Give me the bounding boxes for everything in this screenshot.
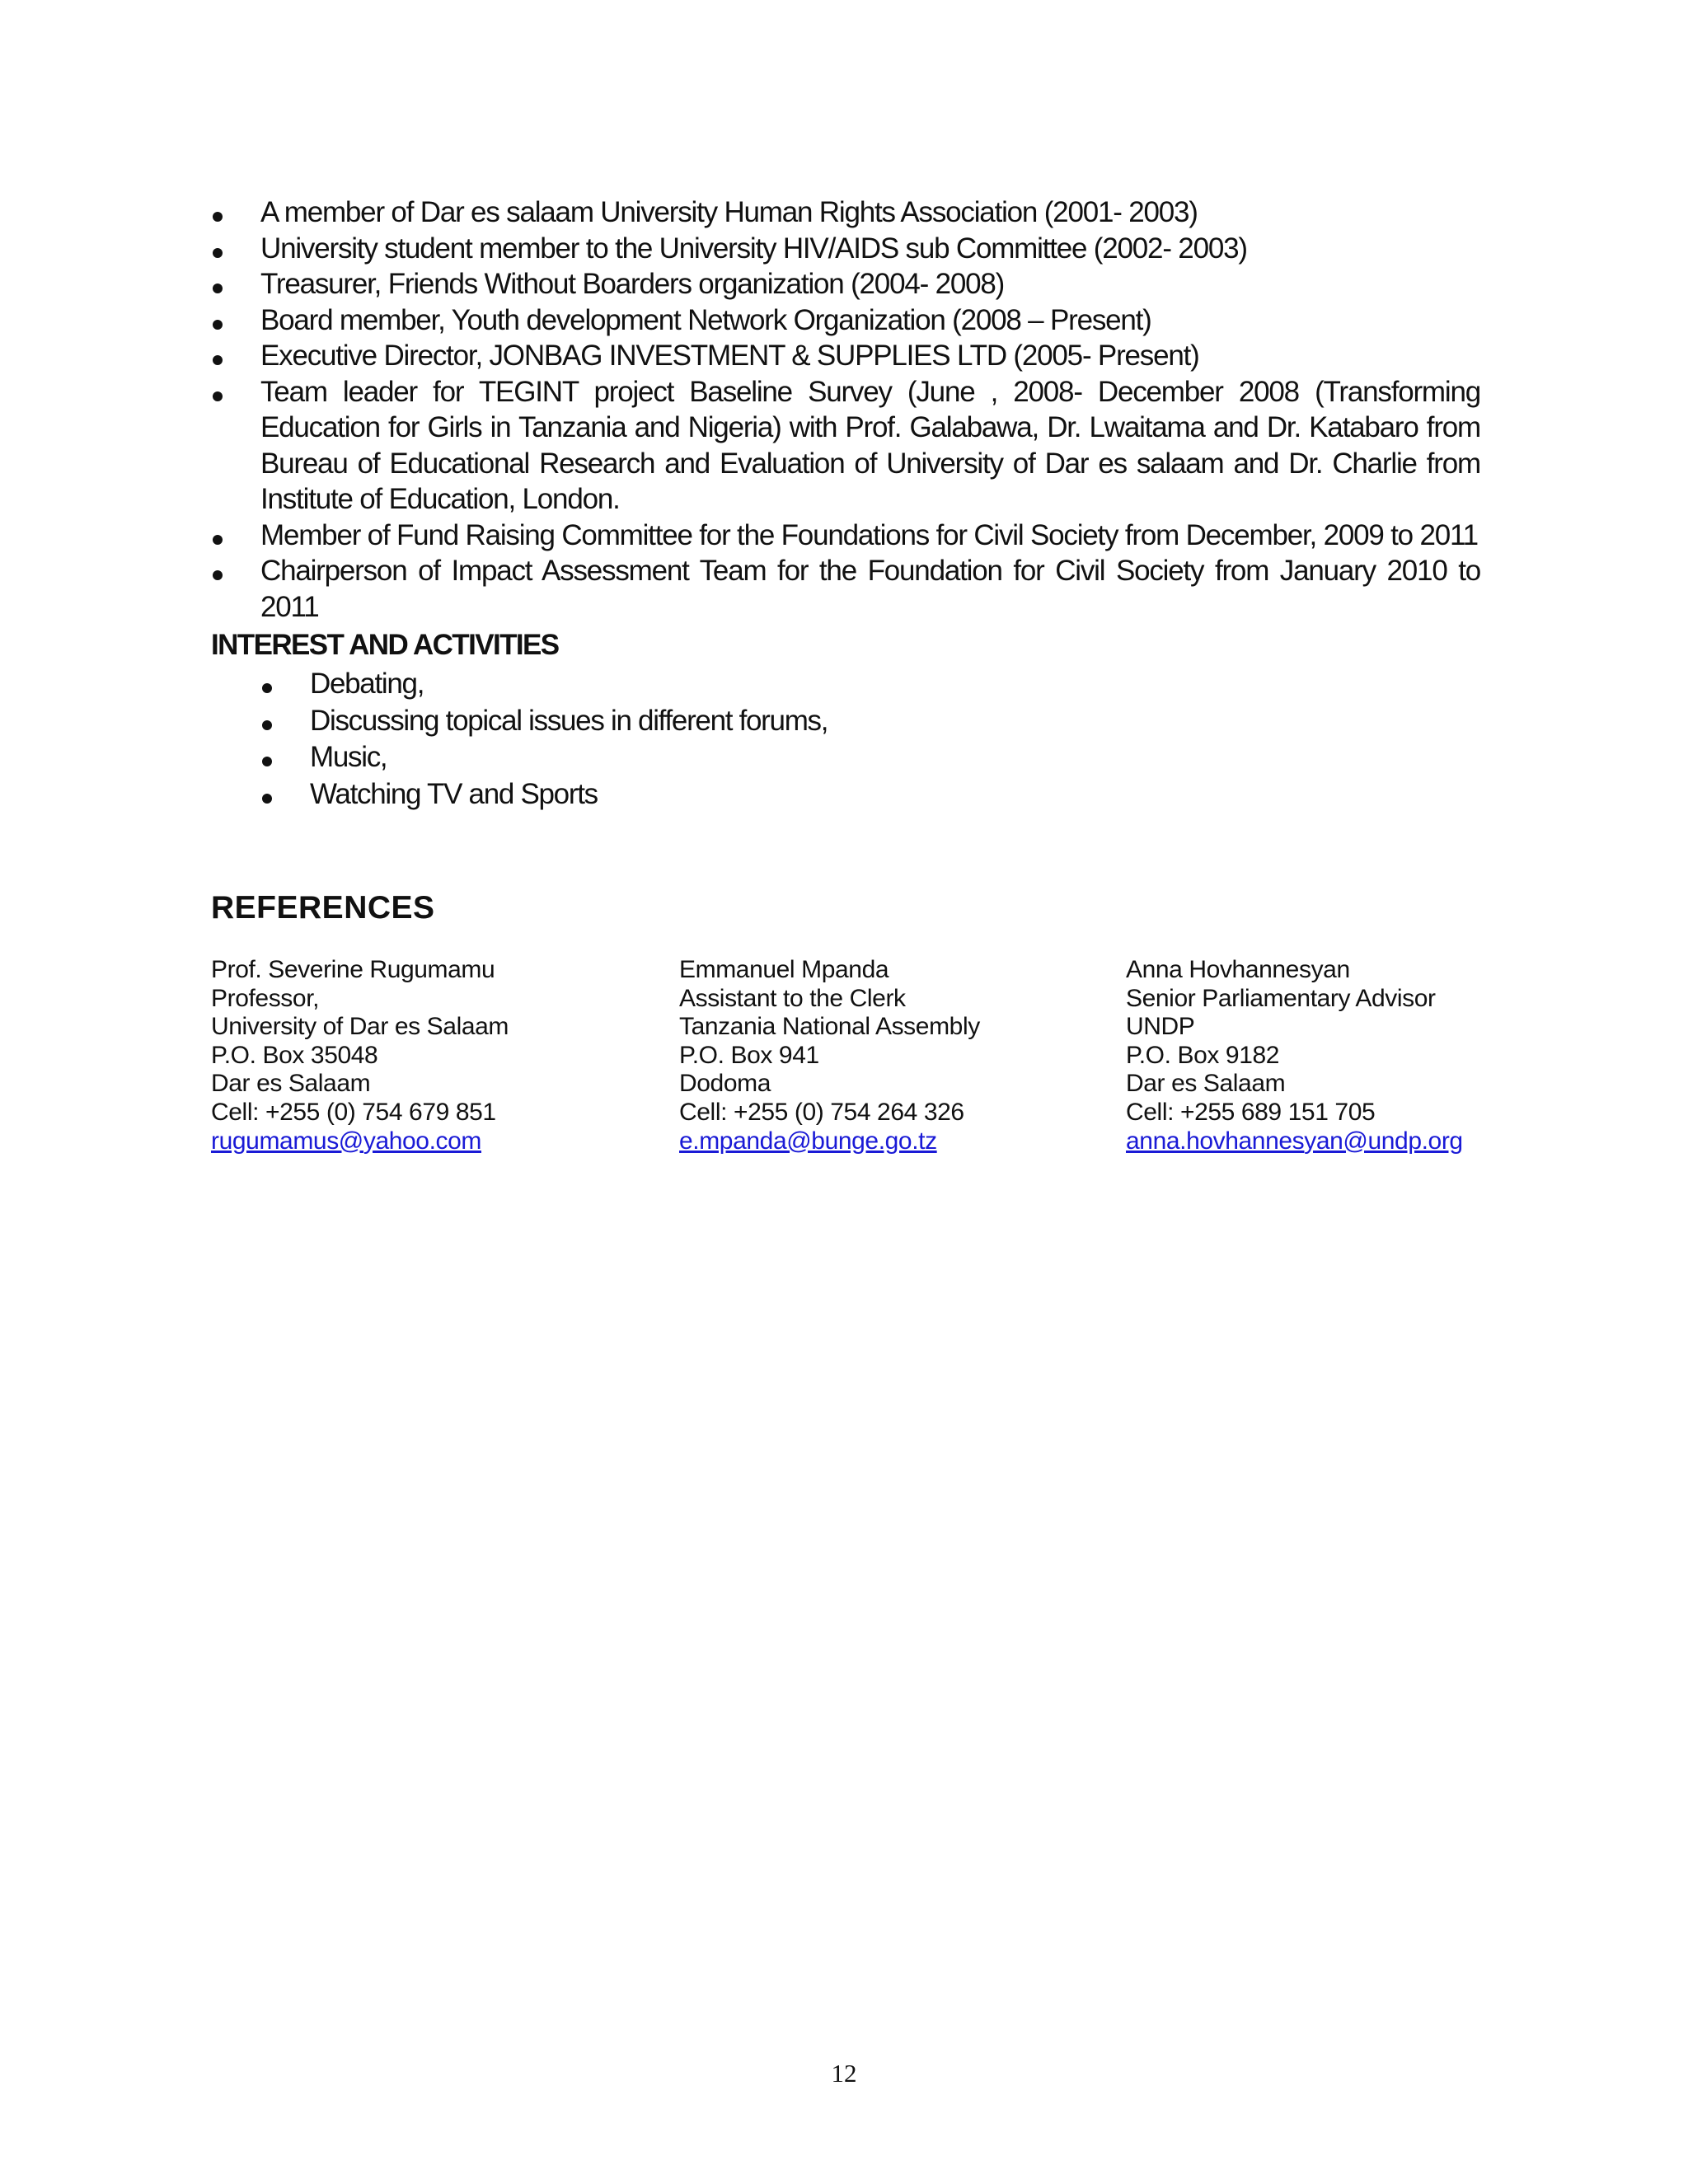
- list-item-text: University student member to the University HIV/AIDS sub Committee (2002- 2003): [260, 232, 1247, 265]
- reference-title: Senior Parliamentary Advisor: [1126, 984, 1436, 1012]
- reference-po-box: P.O. Box 35048: [211, 1041, 378, 1069]
- reference-cell: Cell: +255 689 151 705: [1126, 1098, 1376, 1126]
- list-item: [260, 703, 828, 740]
- list-item-text: Board member, Youth development Network Organization (2008 – Present): [260, 303, 1151, 336]
- reference-title: Professor,: [211, 984, 320, 1012]
- bullet-icon: [211, 518, 244, 554]
- list-item: [260, 776, 828, 813]
- list-item-text: Member of Fund Raising Committee for the Foundations for Civil Society from December, 2009 to 2011: [260, 518, 1478, 551]
- activities-list: [211, 194, 1480, 625]
- bullet-icon: [260, 703, 293, 740]
- reference-organization: University of Dar es Salaam: [211, 1013, 509, 1041]
- reference-organization: Tanzania National Assembly: [679, 1013, 980, 1041]
- list-item-text: Team leader for TEGINT project Baseline Survey (June , 2008- December 2008 (Transforming Education for Girls in Tanzania and Nigeria) with Prof. Galabawa, Dr. Lwaitama and Dr. Katabaro from Bureau of Educational Research and Evaluation of University of Dar es salaam and Dr. Charlie from Institute of Education, London.: [260, 375, 1480, 515]
- bullet-icon: [211, 194, 244, 231]
- list-item-text: Music,: [310, 741, 387, 773]
- reference-city: Dodoma: [679, 1070, 771, 1098]
- list-item: [211, 374, 1480, 518]
- reference-title: Assistant to the Clerk: [679, 984, 906, 1012]
- list-item: [260, 739, 828, 776]
- list-item: [211, 302, 1480, 339]
- bullet-icon: [260, 776, 293, 813]
- reference-card: [1126, 956, 1463, 1155]
- list-item-text: Treasurer, Friends Without Boarders organization (2004- 2008): [260, 268, 1005, 300]
- page-number: 12: [831, 2059, 857, 2088]
- list-item: [211, 266, 1480, 302]
- bullet-icon: [260, 739, 293, 776]
- reference-cell: Cell: +255 (0) 754 679 851: [211, 1098, 496, 1126]
- reference-name: Anna Hovhannesyan: [1126, 956, 1350, 983]
- reference-email-link[interactable]: rugumamus@yahoo.com: [211, 1127, 481, 1155]
- list-item-text: Debating,: [310, 668, 424, 700]
- list-item-text: A member of Dar es salaam University Human Rights Association (2001- 2003): [260, 196, 1198, 228]
- bullet-icon: [211, 553, 244, 589]
- reference-email-link[interactable]: anna.hovhannesyan@undp.org: [1126, 1127, 1463, 1155]
- list-item: [211, 194, 1480, 231]
- reference-city: Dar es Salaam: [211, 1070, 371, 1098]
- reference-cell: Cell: +255 (0) 754 264 326: [679, 1098, 964, 1126]
- list-item-text: Chairperson of Impact Assessment Team for the Foundation for Civil Society from January 2010 to 2011: [260, 555, 1480, 623]
- list-item: [211, 231, 1480, 267]
- reference-card: [211, 956, 509, 1155]
- reference-city: Dar es Salaam: [1126, 1070, 1286, 1098]
- list-item: [211, 553, 1480, 625]
- bullet-icon: [211, 302, 244, 339]
- reference-card: [679, 956, 980, 1155]
- bullet-icon: [211, 338, 244, 374]
- reference-organization: UNDP: [1126, 1013, 1195, 1041]
- bullet-icon: [211, 374, 244, 410]
- list-item: [211, 518, 1480, 554]
- reference-po-box: P.O. Box 9182: [1126, 1041, 1280, 1069]
- list-item-text: Executive Director, JONBAG INVESTMENT & SUPPLIES LTD (2005- Present): [260, 340, 1199, 372]
- interest-list: [260, 666, 828, 813]
- bullet-icon: [211, 231, 244, 267]
- list-item: [211, 338, 1480, 374]
- reference-name: Prof. Severine Rugumamu: [211, 956, 495, 983]
- list-item-text: Discussing topical issues in different forums,: [310, 704, 828, 737]
- interest-heading: INTEREST AND ACTIVITIES: [211, 629, 559, 661]
- reference-name: Emmanuel Mpanda: [679, 956, 889, 983]
- bullet-icon: [260, 666, 293, 703]
- list-item-text: Watching TV and Sports: [310, 777, 598, 810]
- references-heading: REFERENCES: [211, 890, 435, 926]
- bullet-icon: [211, 266, 244, 302]
- reference-po-box: P.O. Box 941: [679, 1041, 819, 1069]
- reference-email-link[interactable]: e.mpanda@bunge.go.tz: [679, 1127, 937, 1155]
- list-item: [260, 666, 828, 703]
